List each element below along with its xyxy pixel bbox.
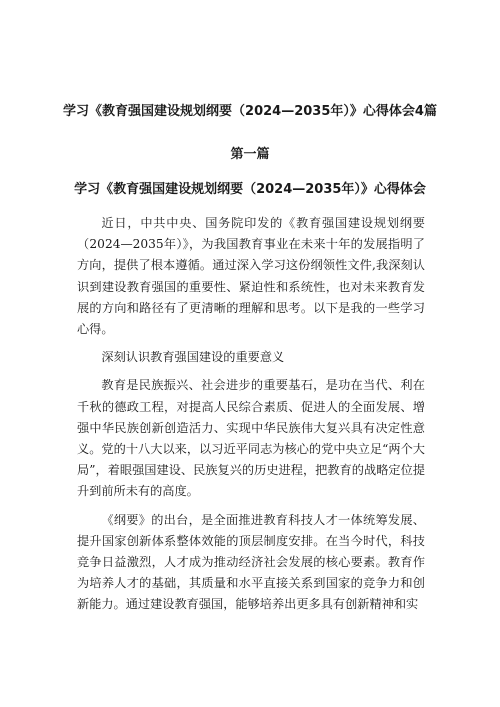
article-title: 学习《教育强国建设规划纲要（2024—2035年）》心得体会 [74, 182, 426, 197]
document-title: 学习《教育强国建设规划纲要（2024—2035年）》心得体会4篇 [63, 104, 437, 119]
body-paragraph: 《纲要》的出台，是全面推进教育科技人才一体统筹发展、提升国家创新体系整体效能的顶层制度安排。在当今时代，科技竞争日益激烈，人才成为推动经济社会发展的核心要素。教育作为培养人才的基础，其质量和水平直接关系到国家的竞争力和创新能力。通过建设教育强国，能够培养出更多具有创新精神和实 [77, 512, 425, 612]
body-paragraph: 近日，中共中央、国务院印发的《教育强国建设规划纲要（2024—2035年）》，为我国教育事业在未来十年的发展指明了方向，提供了根本遵循。通过深入学习这份纲领性文件,我深刻认识到建设教育强国的重要性、紧迫性和系统性，也对未来教育发展的方向和路径有了更清晰的理解和思考。以下是我的一些学习心得。 [77, 216, 425, 337]
document-body [77, 213, 425, 623]
subheading-paragraph: 深刻认识教育强国建设的重要意义 [101, 350, 285, 365]
section-heading: 第一篇 [230, 147, 270, 162]
body-paragraph: 教育是民族振兴、社会进步的重要基石，是功在当代、利在千秋的德政工程，对提高人民综合素质、促进人的全面发展、增强中华民族创新创造活力、实现中华民族伟大复兴具有决定性意义。党的十八大以来，以习近平同志为核心的党中央立足“两个大局”，着眼强国建设、民族复兴的历史进程，把教育的战略定位提升到前所未有的高度。 [77, 378, 425, 499]
